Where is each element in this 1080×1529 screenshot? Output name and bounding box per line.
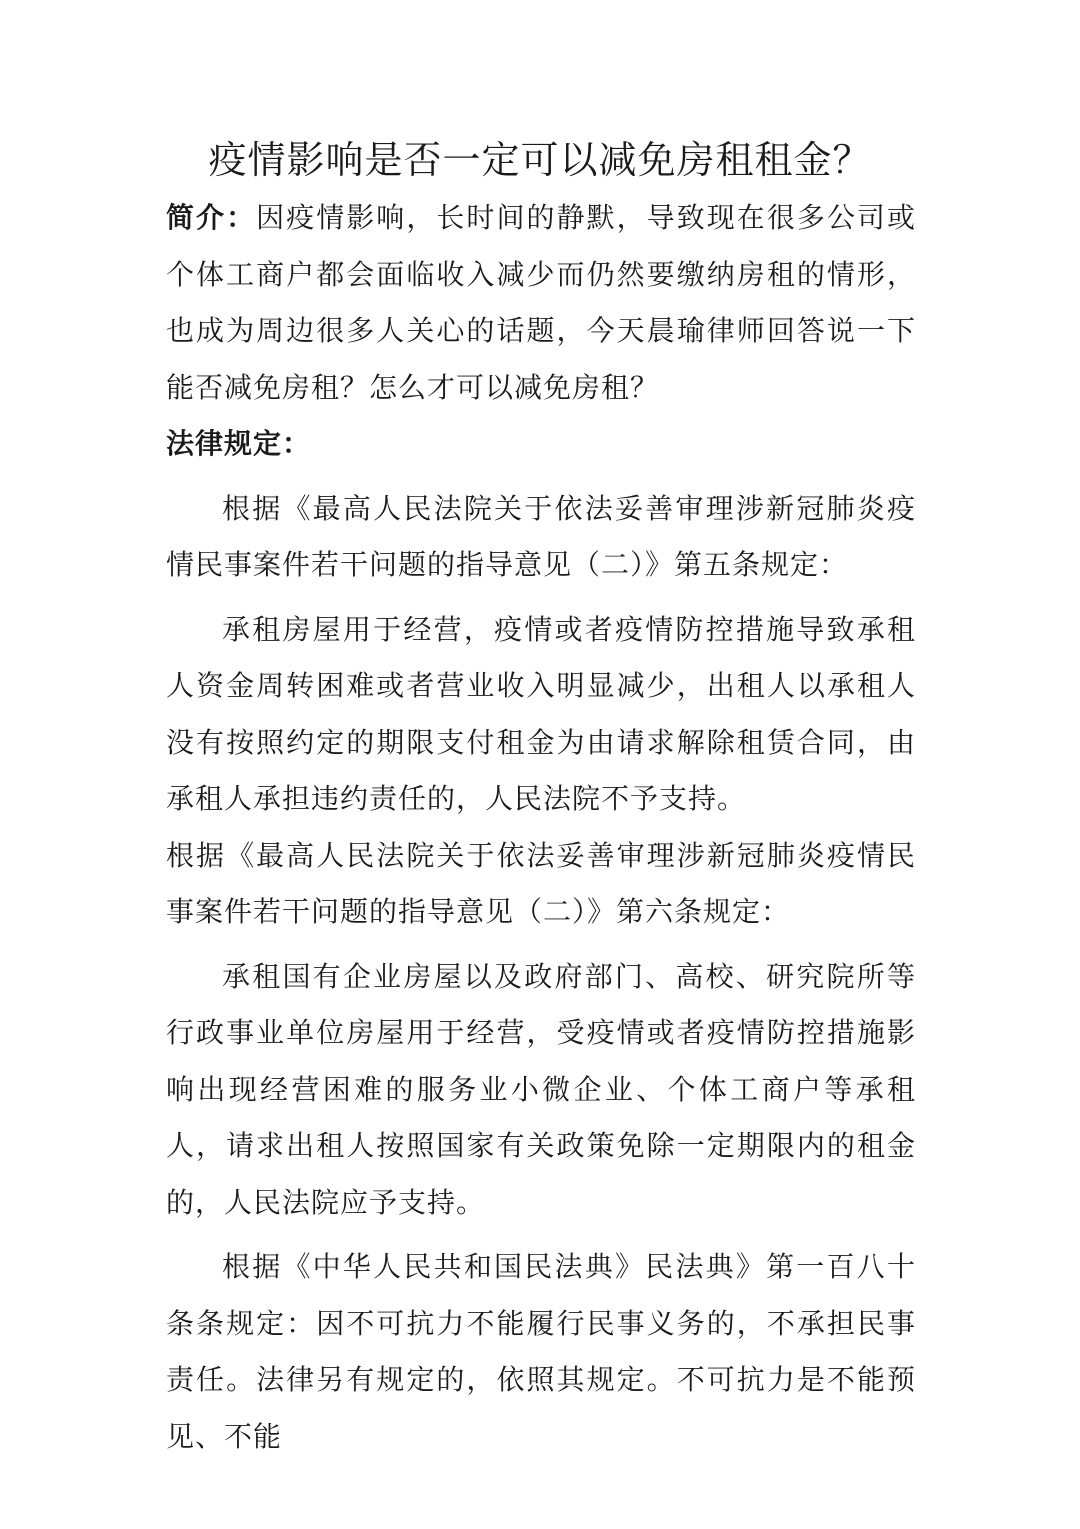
- law-paragraph-article-5-text: 承租房屋用于经营，疫情或者疫情防控措施导致承租人资金周转困难或者营业收入明显减少，出租人以承租人没有按照约定的期限支付租金为由请求解除租赁合同，由承租人承担违约责任的，人民法院不予支持。: [166, 612, 916, 815]
- law-heading: 法律规定：: [166, 427, 312, 460]
- document-body: [166, 190, 916, 1465]
- page-title: 疫情影响是否一定可以减免房租租金？: [208, 138, 872, 182]
- law-paragraph-article-6-source: 根据《最高人民法院关于依法妥善审理涉新冠肺炎疫情民事案件若干问题的指导意见（二）》第六条规定：: [166, 838, 916, 928]
- law-paragraph-article-6-text: 承租国有企业房屋以及政府部门、高校、研究院所等行政事业单位房屋用于经营，受疫情或者疫情防控措施影响出现经营困难的服务业小微企业、个体工商户等承租人，请求出租人按照国家有关政策免除一定期限内的租金的，人民法院应予支持。: [166, 959, 916, 1219]
- law-paragraph-article-5-source: 根据《最高人民法院关于依法妥善审理涉新冠肺炎疫情民事案件若干问题的指导意见（二）》第五条规定：: [166, 491, 916, 581]
- intro-paragraph: [166, 190, 916, 416]
- law-paragraph-civil-code: 根据《中华人民共和国民法典》民法典》第一百八十条条规定：因不可抗力不能履行民事义务的，不承担民事责任。法律另有规定的，依照其规定。不可抗力是不能预见、不能: [166, 1250, 916, 1453]
- intro-text: 因疫情影响，长时间的静默，导致现在很多公司或个体工商户都会面临收入减少而仍然要缴纳房租的情形，也成为周边很多人关心的话题，今天晨瑜律师回答说一下能否减免房租？怎么才可以减免房租？: [166, 201, 916, 404]
- intro-label: 简介：: [166, 201, 257, 234]
